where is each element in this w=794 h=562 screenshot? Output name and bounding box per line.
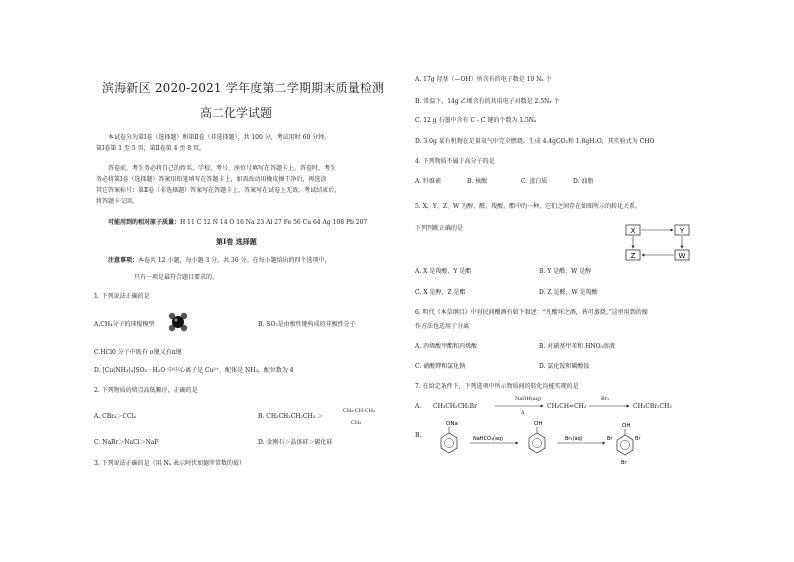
q7-b-sub-3: OH xyxy=(622,423,631,429)
notice-line-2: 只有一项是最符合题目要求的。 xyxy=(134,274,219,281)
q2-b-formula-bottom: CH₃ xyxy=(351,420,362,426)
q5-conversion-diagram xyxy=(623,222,703,266)
section-title: 第Ⅰ卷 选择题 xyxy=(216,237,257,246)
q2-option-b: B. CH₃CH₂CH₂CH₃ ＞ xyxy=(258,413,324,420)
q5-label-w: W xyxy=(678,252,686,260)
q7-b-reagent-2: Br₂(aq) xyxy=(565,436,583,442)
q5-option-a: A. X 是羧酸，Y 是酯 xyxy=(415,268,472,275)
q7-stem: 7. 在给定条件下，下列选项中所示物质间的转化均能实现的是 xyxy=(415,383,579,390)
q7-a-reagent-2: Br₂ xyxy=(601,396,610,402)
intro-line-1: 本试卷分为第Ⅰ卷（选择题）和第Ⅱ卷（非选择题），共 100 分，考试用时 60 分钟。 xyxy=(108,134,331,141)
q6-stem-2: 作方法也适用于分离 xyxy=(415,323,470,330)
q7-b-sub-2: OH xyxy=(534,421,543,427)
q7-option-a-label: A. xyxy=(415,403,422,410)
atomic-masses-values: H 11 C 12 N 14 O 16 Na 23 Al 27 Fe 56 Cu 64 Ag 108 Pb 207 xyxy=(180,219,368,226)
q3-option-c: C. 12 g 石墨中含有 C - C 键的个数为 1.5Nₐ xyxy=(415,117,537,124)
intro-line-2: 第Ⅰ卷第 1 至 5 页，第Ⅱ卷第 4 至 8 页。 xyxy=(96,145,205,152)
instruction-line-4: 将答题卡交回。 xyxy=(96,198,139,205)
q7-a-end: CH₃CBr₂CH₃ xyxy=(633,403,672,410)
q7-a-mid: CH₃CH=CH₂ xyxy=(547,403,587,410)
q1-option-c: C.HCl0 分子中既有 σ键又有π键 xyxy=(94,349,182,356)
q2-option-a: A. CBr₄＞CCl₄ xyxy=(94,413,136,420)
phenol-structure xyxy=(529,421,545,453)
q7-b-scheme xyxy=(425,418,715,468)
q1-option-b: B. SO₂是由极性键构成的非极性分子 xyxy=(258,321,356,328)
q2-stem: 2. 下列物质的熔点高低顺序，正确的是 xyxy=(94,387,198,394)
exam-subtitle: 高二化学试题 xyxy=(200,106,273,120)
q6-option-a: A. 丙烯酸甲酯和丙烯酸 xyxy=(415,343,478,350)
q7-b-reagent-1: NaHCO₃(aq) xyxy=(473,436,504,442)
instruction-line-2: 务必将第Ⅰ卷（选择题）答案用铅笔填写在答题卡上，如需改动用橡皮擦干净后，再选涂 xyxy=(96,176,327,183)
q3-option-d: D. 3.0g 某有机物在足量氧气中完全燃烧，生成 4.4gCO₂和 1.8gH₂O，其实验式为 CHO xyxy=(415,138,655,145)
q2-option-c: C. NaBr＞NaCl＞NaF xyxy=(94,439,159,446)
q2-option-d: D. 金刚石＞晶体硅＞碳化硅 xyxy=(258,439,333,446)
q5-label-x: X xyxy=(630,227,636,235)
q7-option-b-label: B. xyxy=(415,432,422,439)
q7-a-arrows xyxy=(415,395,715,415)
q7-b-br-1: Br xyxy=(607,436,613,442)
notice xyxy=(108,257,331,265)
q2-b-formula-top: CH₃-CH-CH₃ xyxy=(343,408,375,414)
atomic-masses-label: 可能用到的相对原子质量： xyxy=(108,219,181,226)
q1-option-a: A.CH₄分子的球棍模型 xyxy=(94,321,155,328)
q7-b-br-3: Br xyxy=(621,460,627,466)
exam-title: 滨海新区 2020-2021 学年度第二学期期末质量检测 xyxy=(102,81,385,95)
q4-option-a: A. 纤维素 xyxy=(415,178,442,185)
notice-text: 本卷共 12 小题，每小题 3 分，共 36 分。在每小题给出的四个选项中， xyxy=(138,257,331,264)
q5-stem: 5. X、Y、Z、W 为醇、醛、羧酸、酯中的一种，它们之间存在如图所示的转化关系。 xyxy=(415,203,642,210)
atomic-masses xyxy=(108,219,367,227)
q3-option-a: A. 17g 羟基（—OH）所含有的电子数是 10 Nₐ 个 xyxy=(415,76,552,83)
q6-option-d: D. 氯化铵和碳酸铵 xyxy=(539,363,590,370)
q5-label-y: Y xyxy=(679,227,685,235)
q4-option-c: C. 蛋白质 xyxy=(521,178,548,185)
q7-a-reagent-1: NaOH(aq) xyxy=(515,396,541,402)
ch4-ball-stick-model-icon xyxy=(166,310,190,334)
q5-stem-2: 下列判断正确的是 xyxy=(415,225,464,232)
q6-stem: 6. 明代《本草纲目》中对民间酿酒有如下叙述：“凡酸坏之酒，皆可蒸烧。”这里用到的操 xyxy=(415,309,648,316)
q3-stem: 3. 下列说法正确的是（用 Nₐ 表示阿伏加德罗常数的值） xyxy=(94,460,246,467)
q1-option-d: D. [Cu(NH₃)₄]SO₄ · H₂O 中中心离子是 Cu²⁺，配体是 NH₃，配位数为 4 xyxy=(94,367,294,374)
q5-label-z: Z xyxy=(630,252,636,260)
q5-option-d: D. Z 是醛，W 是羧酸 xyxy=(539,289,598,296)
q7-a-condition-1: Δ xyxy=(521,410,525,416)
sodium-phenoxide-structure xyxy=(441,421,458,453)
q3-option-b: B. 常温下，14g 乙烯含有的共用电子对数是 2.5Nₐ 个 xyxy=(415,98,560,105)
q4-option-b: B. 核酸 xyxy=(467,178,488,185)
tribromophenol-structure xyxy=(607,423,641,466)
q1-stem: 1. 下列说法正确的是 xyxy=(94,293,150,300)
instruction-line-1: 答卷前，考生务必将自己的姓名、学校、考号、座位号填写在答题卡上。答卷时，考生 xyxy=(108,165,337,172)
instruction-line-3: 其它答案标号；第Ⅱ卷（非选择题）答案写在答题卡上，答案写在试卷上无效。考试结束后， xyxy=(96,187,341,194)
q5-option-b: B. Y 是醛，W 是醇 xyxy=(539,268,592,275)
q6-option-c: C. 硝酸钾和氯化钠 xyxy=(415,363,466,370)
q7-b-br-2: Br xyxy=(635,436,641,442)
q5-option-c: C. X 是醇，Z 是酯 xyxy=(415,289,466,296)
notice-label: 注意事项： xyxy=(108,257,139,264)
q6-option-b: B. 对硝基甲苯和 HNO₃溶液 xyxy=(539,343,615,350)
q4-option-d: D. 油脂 xyxy=(573,178,594,185)
q7-a-start: CH₃CH₂CH₂Br xyxy=(433,403,477,410)
q7-b-sub-1: ONa xyxy=(446,421,458,427)
q4-stem: 4. 下列物质不属于高分子的是 xyxy=(415,158,495,165)
